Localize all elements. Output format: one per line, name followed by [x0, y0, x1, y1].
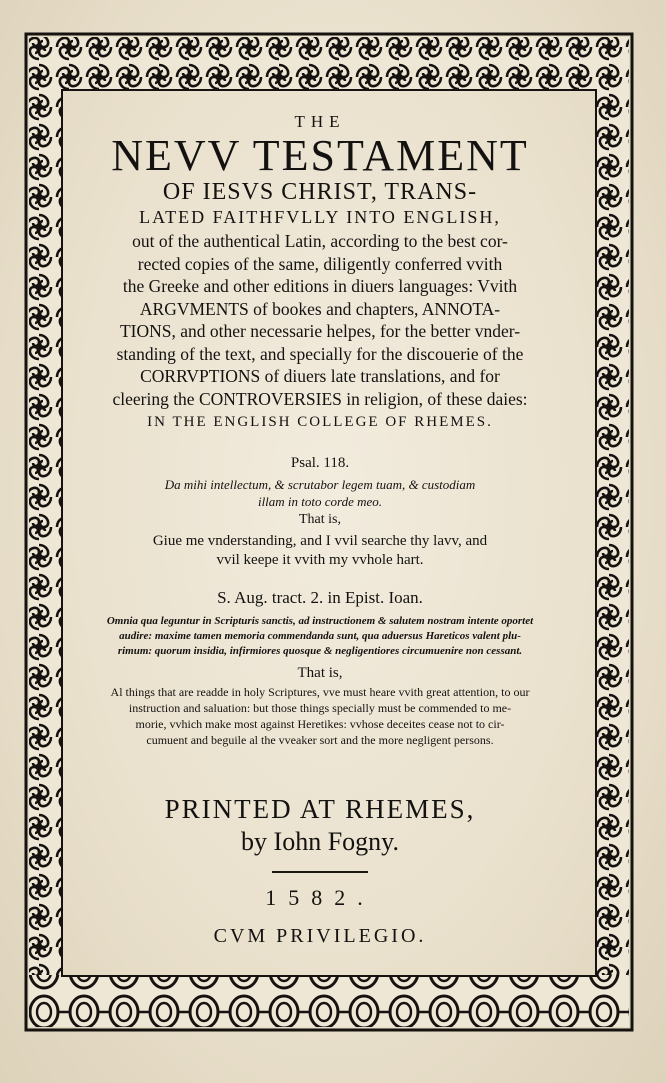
college-line: IN THE ENGLISH COLLEGE OF RHEMES.	[147, 414, 493, 430]
description-block	[62, 230, 578, 410]
description-line: CORRVPTIONS of diuers late translations, and for	[140, 366, 500, 386]
psalm-latin-line: Da mihi intellectum, & scrutabor legem tuam, & custodiam	[164, 477, 476, 492]
augustine-english-line: instruction and saluation: but those things specially must be commended to me-	[128, 701, 512, 715]
description-line: cleering the CONTROVERSIES in religion, of these daies:	[112, 388, 528, 409]
description-line: TIONS, and other necessarie helpes, for the better vnder-	[119, 321, 521, 341]
augustine-english-line: morie, vvhich make most against Heretikes: vvhose deceites cease not to cir-	[135, 717, 505, 731]
description-line: out of the authentical Latin, according to the best cor-	[132, 231, 508, 251]
title-page-text	[62, 100, 578, 948]
psalm-that-is: That is,	[299, 512, 341, 527]
psalm-english	[62, 532, 578, 570]
subtitle-line-2: LATED FAITHFVLLY INTO ENGLISH,	[139, 207, 501, 227]
augustine-latin	[62, 614, 578, 659]
imprint-place: PRINTED AT RHEMES,	[164, 794, 476, 824]
book-title: NEVV TESTAMENT	[111, 131, 529, 180]
augustine-that-is: That is,	[297, 665, 343, 681]
psalm-english-line: vvil keepe it vvith my vvhole hart.	[216, 552, 424, 568]
psalm-reference: Psal. 118.	[290, 455, 350, 471]
augustine-latin-line: audire: maxime tamen memoria commendanda sunt, qua aduersus Hareticos valent plu-	[119, 630, 521, 642]
privilege-line: CVM PRIVILEGIO.	[213, 925, 427, 947]
subtitle-line-1: OF IESVS CHRIST, TRANS-	[162, 179, 478, 205]
divider-rule	[272, 871, 368, 873]
description-line: standing of the text, and specially for the discouerie of the	[116, 343, 524, 364]
description-line: ARGVMENTS of bookes and chapters, ANNOTA-	[139, 298, 501, 319]
title-article: THE	[294, 112, 346, 131]
description-line: rected copies of the same, diligently conferred vvith	[137, 253, 503, 274]
augustine-latin-line: rimum: quorum insidia, infirmiores quosque & negligentiores circumuenire non cessant.	[117, 645, 523, 657]
augustine-latin-line: Omnia qua leguntur in Scripturis sanctis, ad instructionem & salutem nostram intente oportet	[106, 615, 534, 627]
augustine-english-line: cumuent and beguile al the vveaker sort and the more negligent persons.	[146, 733, 494, 747]
augustine-reference: S. Aug. tract. 2. in Epist. Ioan.	[217, 588, 423, 607]
description-line: the Greeke and other editions in diuers languages: Vvith	[122, 276, 518, 296]
augustine-english	[62, 684, 578, 748]
psalm-latin-line: illam in toto corde meo.	[257, 494, 383, 509]
psalm-english-line: Giue me vnderstanding, and I vvil searche thy lavv, and	[152, 533, 488, 549]
imprint-year: 1582.	[265, 885, 375, 910]
psalm-latin	[62, 476, 578, 510]
imprint-printer: by Iohn Fogny.	[241, 827, 399, 856]
augustine-english-line: Al things that are readde in holy Scriptures, vve must heare vvith great attention, to our	[110, 685, 530, 699]
